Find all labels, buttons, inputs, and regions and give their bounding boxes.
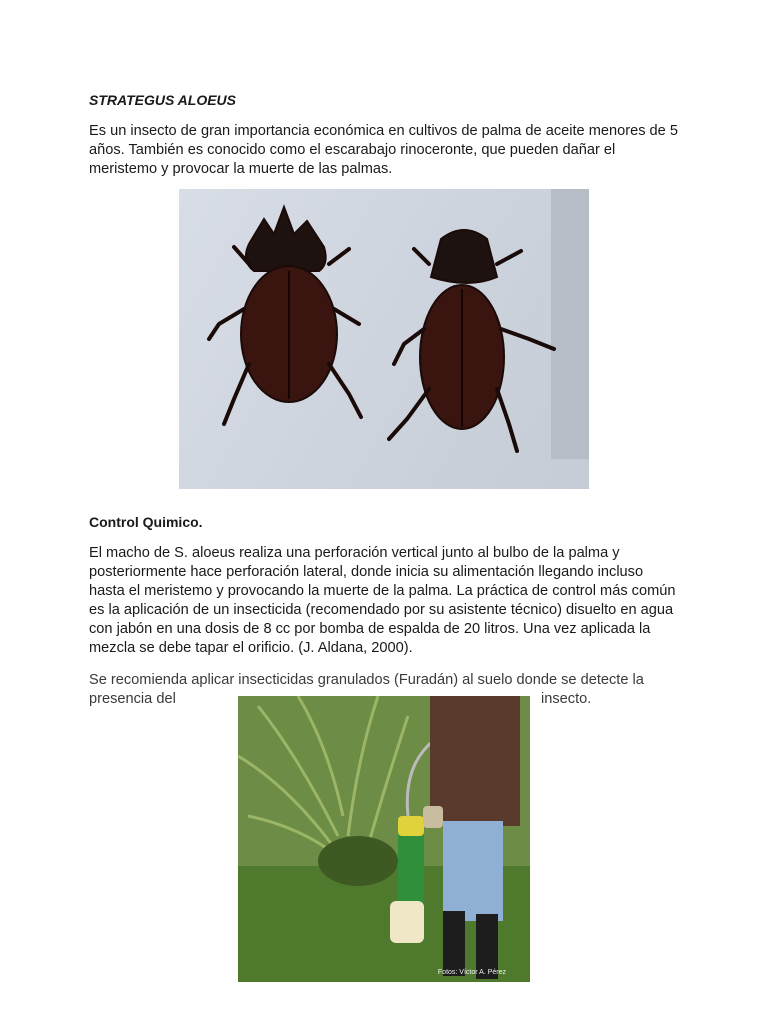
section-heading: Control Quimico.	[89, 514, 203, 530]
recommendation-line-2b: insecto.	[541, 691, 592, 707]
recommendation-line-1: Se recomienda aplicar insecticidas granulados (Furadán) al suelo donde se detecte la	[89, 672, 644, 688]
field-application-photo	[238, 696, 530, 982]
photo-credit: Fotos: Víctor A. Pérez	[437, 969, 506, 976]
control-paragraph: El macho de S. aloeus realiza una perforación vertical junto al bulbo de la palma y posteriormente hace perforación lateral, donde inicia su alimentación llegando incluso hasta el meristemo y provocando la muerte de la palma. La práctica de control más común es la aplicación de un insecticida (recomendado por su asistente técnico) disuelto en agua con jabón en una dosis de 8 cc por bomba de espalda de 20 litros. Una vez aplicada la mezcla se debe tapar el orificio. (J. Aldana, 2000).	[89, 545, 676, 656]
page-title: STRATEGUS ALOEUS	[89, 92, 237, 108]
intro-paragraph: Es un insecto de gran importancia económica en cultivos de palma de aceite menores de 5 años. También es conocido como el escarabajo rinoceronte, que pueden dañar el meristemo y provocar la muerte de las palmas.	[89, 123, 678, 177]
recommendation-line-2a: presencia del	[89, 691, 176, 707]
beetles-photo	[179, 189, 589, 489]
